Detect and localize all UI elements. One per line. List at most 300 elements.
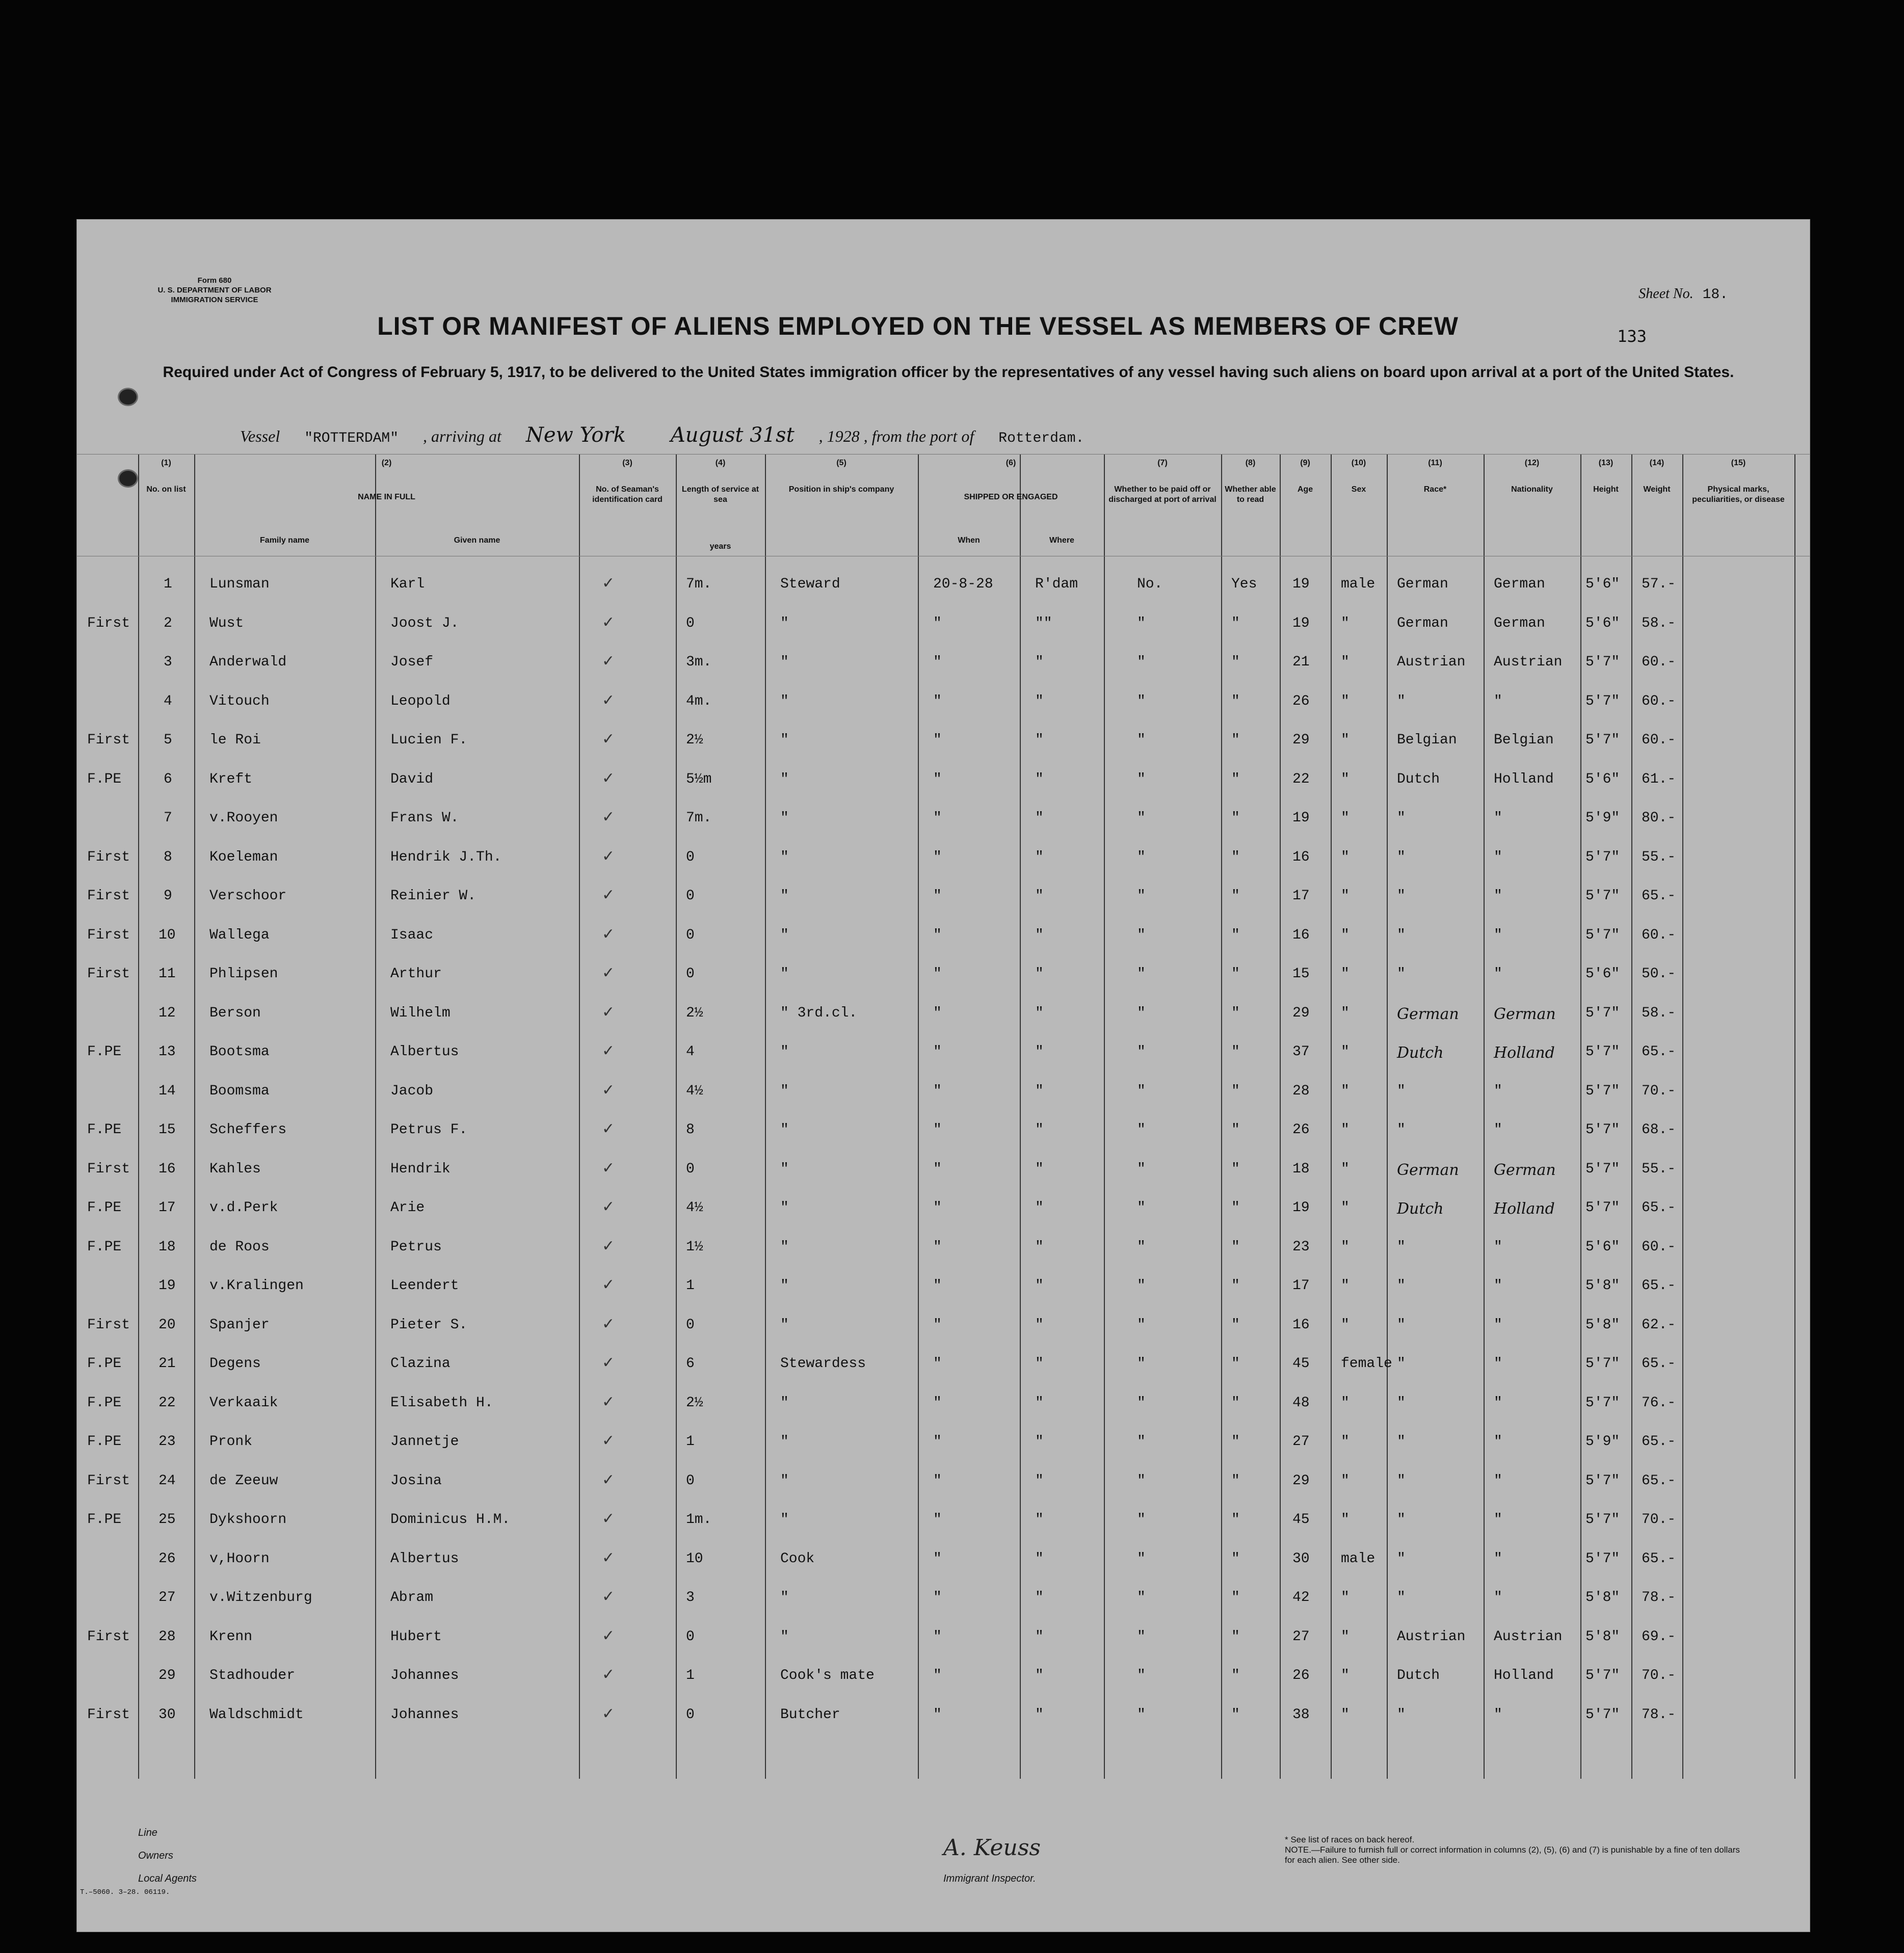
cell-when: " [933,849,942,865]
cell-sex: " [1341,615,1350,631]
cell-read: Yes [1231,576,1257,592]
list-number: 6 [164,771,172,787]
cell-service: 0 [686,927,695,943]
cell-given: Petrus [390,1239,442,1255]
cell-height: 5'8" [1585,1278,1620,1294]
cell-given: Dominicus H.M. [390,1512,511,1528]
check-mark-icon: ✓ [602,1393,615,1410]
column-header: Age [1297,485,1313,494]
cell-age: 22 [1292,771,1310,787]
cell-height: 5'7" [1585,1356,1620,1372]
cell-service: 1 [686,1278,695,1294]
cell-position: " [780,1590,789,1606]
cell-read: " [1231,732,1240,748]
cell-where: " [1035,1005,1044,1021]
cell-read: " [1231,1512,1240,1528]
cell-given: Clazina [390,1356,451,1372]
cell-paid: " [1137,927,1146,943]
cell-sex: " [1341,1512,1350,1528]
cell-where: " [1035,1473,1044,1489]
cell-age: 42 [1292,1590,1310,1606]
cell-family: Bootsma [209,1044,270,1060]
cell-position: " [780,1122,789,1138]
cell-when: " [933,1356,942,1372]
cell-when: " [933,1161,942,1177]
race-note: * See list of races on back hereof. [1285,1835,1415,1844]
check-mark-icon: ✓ [602,613,615,631]
check-mark-icon: ✓ [602,887,615,903]
cell-height: 5'7" [1585,1668,1620,1683]
column-header: Sex [1351,485,1366,494]
cell-height: 5'6" [1585,771,1620,787]
cell-race: " [1397,1083,1406,1099]
cell-read: " [1231,1317,1240,1333]
cell-sex: male [1341,1550,1376,1567]
crew-class: First [87,927,130,943]
cell-position: " [780,1239,789,1255]
cell-sex: " [1341,1590,1350,1606]
column-rule [918,454,919,1779]
cell-given: Johannes [390,1668,459,1683]
cell-age: 38 [1292,1706,1310,1723]
list-number: 13 [158,1044,176,1060]
cell-age: 15 [1292,966,1310,982]
cell-paid: " [1137,693,1146,709]
cell-service: 5½m [686,771,712,787]
list-number: 11 [158,966,176,982]
cell-weight: 78.- [1642,1706,1676,1723]
cell-age: 29 [1292,732,1310,748]
cell-read: " [1231,1706,1240,1723]
cell-family: le Roi [209,732,261,748]
cell-race: " [1397,888,1406,904]
cell-nat: Holland [1494,1668,1554,1683]
check-mark-icon: ✓ [602,925,615,943]
cell-age: 45 [1292,1512,1310,1528]
departure-port: Rotterdam. [998,431,1085,446]
list-number: 1 [164,576,172,592]
column-number: (6) [1006,459,1016,467]
cell-given: Petrus F. [390,1122,468,1138]
cell-race: " [1397,1239,1406,1255]
cell-paid: " [1137,888,1146,904]
cell-where: " [1035,849,1044,865]
cell-where: " [1035,888,1044,904]
crew-class: First [87,849,130,865]
list-number: 20 [158,1317,176,1333]
cell-weight: 65.- [1642,888,1676,904]
cell-nat: " [1494,1550,1502,1567]
cell-height: 5'6" [1585,1239,1620,1255]
cell-height: 5'6" [1585,576,1620,592]
cell-age: 16 [1292,849,1310,865]
cell-nat: Holland [1494,1200,1555,1218]
column-rule [1280,454,1281,1779]
cell-height: 5'7" [1585,849,1620,865]
cell-paid: " [1137,771,1146,787]
cell-height: 5'7" [1585,1706,1620,1723]
cell-family: Wust [209,615,244,631]
cell-service: 10 [686,1550,703,1567]
cell-when: " [933,888,942,904]
line-label: Line [138,1827,157,1838]
cell-sex: " [1341,1161,1350,1177]
crew-class: First [87,615,130,631]
cell-read: " [1231,1550,1240,1567]
cell-height: 5'9" [1585,1434,1620,1450]
check-mark-icon: ✓ [602,1549,615,1566]
column-rule [194,454,195,1779]
cell-family: v,Hoorn [209,1550,270,1567]
column-header: SHIPPED OR ENGAGED [964,493,1058,501]
cell-age: 19 [1292,1200,1310,1216]
check-mark-icon: ✓ [602,1666,615,1683]
cell-sex: " [1341,1395,1350,1411]
column-header: Physical marks, peculiarities, or disease [1692,485,1785,504]
inspector-signature: A. Keuss [943,1835,1041,1861]
cell-position: " [780,1473,789,1489]
cell-paid: " [1137,654,1146,670]
list-number: 26 [158,1550,176,1567]
cell-where: " [1035,732,1044,748]
cell-position: " [780,615,789,631]
cell-race: " [1397,849,1406,865]
cell-when: " [933,1083,942,1099]
list-number: 5 [164,732,172,748]
check-mark-icon: ✓ [602,1003,615,1021]
cell-weight: 62.- [1642,1317,1676,1333]
cell-read: " [1231,1395,1240,1411]
cell-paid: " [1137,1473,1146,1489]
cell-paid: " [1137,1239,1146,1255]
cell-family: de Zeeuw [209,1473,278,1489]
check-mark-icon: ✓ [602,847,615,865]
cell-family: Wallega [209,927,270,943]
sheet-label: Sheet No. [1638,286,1694,302]
cell-service: 7m. [686,576,712,592]
cell-sex: " [1341,810,1350,826]
list-number: 15 [158,1122,176,1138]
column-number: (5) [836,459,847,467]
crew-class: F.PE [87,1434,122,1450]
cell-family: v.Rooyen [209,810,278,826]
cell-when: " [933,615,942,631]
crew-class: F.PE [87,1044,122,1060]
cell-weight: 65.- [1642,1550,1676,1567]
cell-age: 26 [1292,693,1310,709]
cell-paid: " [1137,1628,1146,1645]
cell-race: Belgian [1397,732,1457,748]
print-code: T.–5060. 3–28. 06119. [80,1888,170,1896]
cell-weight: 70.- [1642,1512,1676,1528]
cell-family: Stadhouder [209,1668,296,1683]
cell-read: " [1231,1239,1240,1255]
cell-read: " [1231,654,1240,670]
vessel-name: "ROTTERDAM" [304,431,399,446]
cell-position: " [780,732,789,748]
cell-nat: German [1494,1161,1556,1179]
cell-given: Albertus [390,1550,459,1567]
cell-age: 23 [1292,1239,1310,1255]
cell-family: Pronk [209,1434,253,1450]
cell-given: Jacob [390,1083,434,1099]
cell-position: " [780,1200,789,1216]
crew-class: First [87,1317,130,1333]
cell-read: " [1231,1122,1240,1138]
cell-age: 18 [1292,1161,1310,1177]
cell-when: " [933,1550,942,1567]
column-rule [1794,454,1795,1779]
cell-weight: 65.- [1642,1278,1676,1294]
list-number: 21 [158,1356,176,1372]
cell-read: " [1231,1278,1240,1294]
cell-family: Boomsma [209,1083,270,1099]
cell-height: 5'7" [1585,1122,1620,1138]
cell-sex: " [1341,771,1350,787]
crew-class: F.PE [87,771,122,787]
cell-weight: 58.- [1642,615,1676,631]
cell-weight: 60.- [1642,732,1676,748]
cell-when: " [933,1044,942,1060]
cell-read: " [1231,771,1240,787]
form-header-left [148,276,281,305]
column-subheader: years [709,542,731,551]
cell-nat: " [1494,1434,1502,1450]
cell-given: Hubert [390,1628,442,1645]
check-mark-icon: ✓ [602,731,615,747]
cell-age: 19 [1292,810,1310,826]
cell-where: " [1035,1161,1044,1177]
arrival-port: New York [525,423,626,447]
cell-height: 5'7" [1585,654,1620,670]
cell-service: 0 [686,966,695,982]
list-number: 2 [164,615,172,631]
cell-sex: " [1341,1005,1350,1021]
column-number: (12) [1524,459,1540,467]
cell-given: Isaac [390,927,434,943]
cell-position: " [780,1044,789,1060]
list-number: 22 [158,1395,176,1411]
cell-nat: " [1494,927,1502,943]
cell-nat: " [1494,1083,1502,1099]
column-number: (15) [1731,459,1746,467]
column-header: Nationality [1511,485,1553,494]
cell-sex: " [1341,1122,1350,1138]
cell-height: 5'8" [1585,1628,1620,1645]
cell-sex: " [1341,1044,1350,1060]
cell-age: 27 [1292,1628,1310,1645]
column-subheader: Family name [260,536,309,545]
service-name: IMMIGRATION SERVICE [171,296,258,304]
check-mark-icon: ✓ [602,575,615,592]
cell-where: " [1035,810,1044,826]
cell-family: v.Kralingen [209,1278,304,1294]
cell-read: " [1231,1434,1240,1450]
column-header: Whether to be paid off or discharged at port of arrival [1108,485,1217,504]
cell-height: 5'6" [1585,966,1620,982]
cell-position: Butcher [780,1706,840,1723]
list-number: 19 [158,1278,176,1294]
list-number: 27 [158,1590,176,1606]
cell-sex: " [1341,1473,1350,1489]
check-mark-icon: ✓ [602,1315,615,1332]
cell-paid: " [1137,1278,1146,1294]
cell-service: 0 [686,1317,695,1333]
cell-family: Spanjer [209,1317,270,1333]
cell-paid: " [1137,1512,1146,1528]
cell-age: 29 [1292,1473,1310,1489]
cell-race: German [1397,576,1448,592]
crew-class: First [87,1706,130,1723]
cell-weight: 50.- [1642,966,1676,982]
cell-family: Verkaaik [209,1395,278,1411]
cell-height: 5'7" [1585,1044,1620,1060]
cell-when: " [933,1706,942,1723]
cell-given: Elisabeth H. [390,1395,493,1411]
cell-weight: 65.- [1642,1473,1676,1489]
column-rule [1020,454,1021,1779]
cell-position: " [780,1317,789,1333]
cell-when: " [933,654,942,670]
check-mark-icon: ✓ [602,1705,615,1722]
cell-height: 5'7" [1585,927,1620,943]
cell-given: Arie [390,1200,425,1216]
column-rule [1682,454,1683,1779]
cell-paid: " [1137,966,1146,982]
cell-height: 5'6" [1585,615,1620,631]
column-number: (9) [1300,459,1310,467]
cell-position: Cook [780,1550,815,1567]
cell-race: " [1397,1434,1406,1450]
cell-given: Arthur [390,966,442,982]
cell-nat: " [1494,1278,1502,1294]
cell-race: Dutch [1397,1668,1440,1683]
cell-paid: " [1137,1706,1146,1723]
cell-family: Kreft [209,771,253,787]
cell-service: 8 [686,1122,695,1138]
column-rule [1631,454,1632,1779]
page-title: LIST OR MANIFEST OF ALIENS EMPLOYED ON THE VESSEL AS MEMBERS OF CREW [377,312,1459,340]
list-number: 9 [164,888,172,904]
cell-sex: " [1341,927,1350,943]
cell-when: " [933,732,942,748]
crew-class: F.PE [87,1512,122,1528]
cell-paid: " [1137,810,1146,826]
cell-service: 3m. [686,654,712,670]
check-mark-icon: ✓ [602,809,615,825]
cell-read: " [1231,849,1240,865]
cell-service: 2½ [686,1395,703,1411]
column-rule [1387,454,1388,1779]
cell-service: 0 [686,1706,695,1723]
column-header: Height [1593,485,1619,494]
cell-given: Reinier W. [390,888,477,904]
cell-given: Hendrik [390,1161,451,1177]
cell-given: Frans W. [390,810,459,826]
cell-where: " [1035,1512,1044,1528]
cell-read: " [1231,1473,1240,1489]
crew-class: F.PE [87,1200,122,1216]
check-mark-icon: ✓ [602,1198,615,1215]
column-number: (1) [161,459,171,467]
cell-paid: " [1137,849,1146,865]
cell-age: 27 [1292,1434,1310,1450]
cell-family: Krenn [209,1628,253,1645]
cell-family: v.Witzenburg [209,1590,312,1606]
list-number: 12 [158,1005,176,1021]
cell-sex: " [1341,1239,1350,1255]
cell-given: Josef [390,654,434,670]
cell-when: " [933,1512,942,1528]
cell-age: 16 [1292,1317,1310,1333]
column-number: (10) [1351,459,1366,467]
column-rule [1580,454,1581,1779]
check-mark-icon: ✓ [602,1588,615,1605]
inspector-label: Immigrant Inspector. [943,1873,1036,1884]
cell-nat: Austrian [1494,1628,1563,1645]
arriving-label: , arriving at [423,427,501,445]
crew-class: First [87,1161,130,1177]
cell-race: " [1397,1590,1406,1606]
cell-given: Wilhelm [390,1005,451,1021]
cell-paid: " [1137,1395,1146,1411]
cell-paid: " [1137,1317,1146,1333]
cell-when: " [933,1628,942,1645]
cell-service: 1 [686,1668,695,1683]
cell-height: 5'7" [1585,1473,1620,1489]
cell-weight: 65.- [1642,1200,1676,1216]
cell-paid: " [1137,1550,1146,1567]
cell-nat: Belgian [1494,732,1554,748]
owners-label: Owners [138,1850,173,1861]
cell-where: " [1035,966,1044,982]
cell-nat: " [1494,1239,1502,1255]
column-number: (4) [715,459,726,467]
cell-nat: " [1494,1590,1502,1606]
cell-when: " [933,927,942,943]
list-number: 17 [158,1200,176,1216]
cell-paid: " [1137,732,1146,748]
cell-paid: " [1137,1005,1146,1021]
list-number: 16 [158,1161,176,1177]
cell-nat: " [1494,1317,1502,1333]
cell-given: David [390,771,434,787]
cell-family: Dykshoorn [209,1512,287,1528]
cell-family: Kahles [209,1161,261,1177]
cell-family: Anderwald [209,654,287,670]
crew-class: First [87,732,130,748]
arrival-year: , 1928 [818,427,860,445]
cell-race: " [1397,1122,1406,1138]
check-mark-icon: ✓ [602,769,615,787]
cell-paid: " [1137,1200,1146,1216]
cell-where: " [1035,1317,1044,1333]
cell-race: German [1397,1005,1459,1023]
column-number: (7) [1157,459,1168,467]
cell-nat: " [1494,966,1502,982]
column-number: (8) [1245,459,1256,467]
cell-height: 5'7" [1585,1005,1620,1021]
cell-height: 5'8" [1585,1590,1620,1606]
list-number: 29 [158,1668,176,1683]
cell-race: " [1397,966,1406,982]
cell-given: Pieter S. [390,1317,468,1333]
cell-service: 2½ [686,732,703,748]
statute-notice: Required under Act of Congress of February 5, 1917, to be delivered to the United States immigration officer by the representatives of any vessel having such aliens on board upon arrival at a port of the United States. [163,364,1734,381]
crew-class: F.PE [87,1239,122,1255]
cell-given: Johannes [390,1706,459,1723]
cell-family: Koeleman [209,849,278,865]
